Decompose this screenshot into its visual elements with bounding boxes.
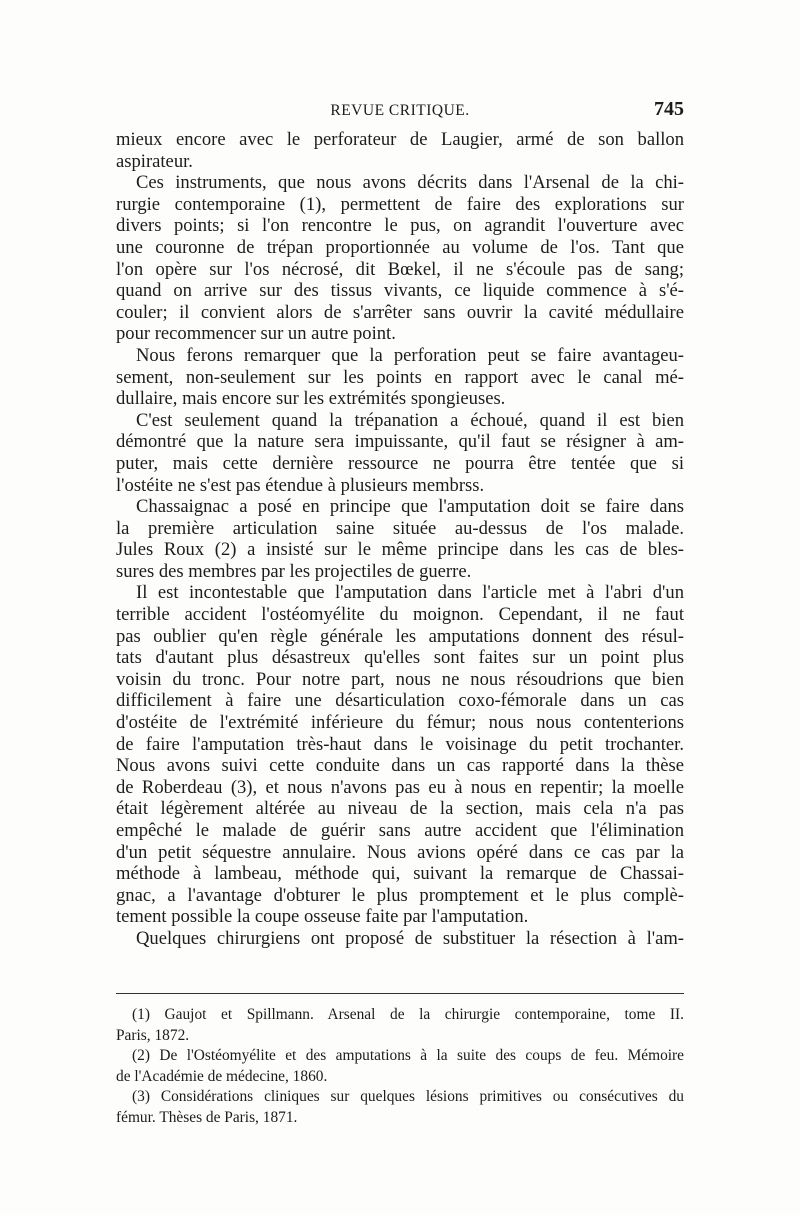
page-header <box>116 98 684 124</box>
text-line: démontré que la nature sera impuissante, qu'il faut se résigner à am- <box>116 431 684 453</box>
text-line: Chassaignac a posé en principe que l'amputation doit se faire dans <box>136 496 684 518</box>
text-line: divers points; si l'on rencontre le pus, on agrandit l'ouverture avec <box>116 215 684 237</box>
text-line: Il est incontestable que l'amputation dans l'article met à l'abri d'un <box>136 582 684 604</box>
text-line: était légèrement altérée au niveau de la section, mais cela n'a pas <box>116 798 684 820</box>
text-line: couler; il convient alors de s'arrêter sans ouvrir la cavité médullaire <box>116 301 684 323</box>
text-line: de Roberdeau (3), et nous n'avons pas eu à nous en repentir; la moelle <box>116 776 684 798</box>
text-line: tats d'autant plus désastreux qu'elles sont faites sur un point plus <box>116 647 684 669</box>
text-line: quand on arrive sur des tissus vivants, ce liquide commence à s'é- <box>116 280 684 302</box>
footnotes <box>116 1005 684 1128</box>
text-line: terrible accident l'ostéomyélite du moignon. Cependant, il ne faut <box>116 604 684 626</box>
text-line: d'ostéite de l'extrémité inférieure du fémur; nous nous contenterions <box>116 712 684 734</box>
footnote-line: Paris, 1872. <box>116 1026 190 1044</box>
text-line: Nous avons suivi cette conduite dans un cas rapporté dans la thèse <box>116 755 684 777</box>
text-line: rurgie contemporaine (1), permettent de faire des explorations sur <box>116 193 684 215</box>
text-line: Jules Roux (2) a insisté sur le même principe dans les cas de bles- <box>116 539 684 561</box>
text-line: difficilement à faire une désarticulation coxo-fémorale dans un cas <box>116 690 684 712</box>
text-line: pas oublier qu'en règle générale les amputations donnent des résul- <box>116 625 684 647</box>
text-line: voisin du tronc. Pour notre part, nous ne nous résoudrions que bien <box>116 668 684 690</box>
footnote-line: (3) Considérations cliniques sur quelques lésions primitives ou consécutives du <box>132 1088 684 1105</box>
text-line: de faire l'amputation très-haut dans le voisinage du petit trochanter. <box>116 733 684 755</box>
text-line: Ces instruments, que nous avons décrits dans l'Arsenal de la chi- <box>136 172 684 194</box>
text-line: l'on opère sur l'os nécrosé, dit Bœkel, il ne s'écoule pas de sang; <box>116 258 684 280</box>
running-head: REVUE CRITIQUE. <box>330 102 470 119</box>
text-line: la première articulation saine située au-dessus de l'os malade. <box>116 517 684 539</box>
text-line: sures des membres par les projectiles de guerre. <box>116 560 472 582</box>
page-number: 745 <box>654 98 684 120</box>
text-line: Quelques chirurgiens ont proposé de substituer la résection à l'am- <box>136 927 684 949</box>
body-text <box>116 129 684 950</box>
text-line: l'ostéite ne s'est pas étendue à plusieurs membrss. <box>116 474 485 496</box>
text-line: C'est seulement quand la trépanation a échoué, quand il est bien <box>136 409 684 431</box>
footnote-line: de l'Académie de médecine, 1860. <box>116 1067 328 1085</box>
footnote-divider <box>116 993 684 994</box>
footnote-line: (2) De l'Ostéomyélite et des amputations à la suite des coups de feu. Mémoire <box>132 1047 684 1064</box>
text-line: puter, mais cette dernière ressource ne pourra être tentée que si <box>116 452 684 474</box>
text-line: tement possible la coupe osseuse faite par l'amputation. <box>116 906 529 928</box>
text-line: Nous ferons remarquer que la perforation peut se faire avantageu- <box>136 344 684 366</box>
text-line: méthode à lambeau, méthode qui, suivant la remarque de Chassai- <box>116 863 684 885</box>
text-line: mieux encore avec le perforateur de Laugier, armé de son ballon <box>116 129 684 150</box>
text-line: dullaire, mais encore sur les extrémités spongieuses. <box>116 388 506 410</box>
footnote-line: (1) Gaujot et Spillmann. Arsenal de la chirurgie contemporaine, tome II. <box>132 1006 684 1023</box>
text-line: sement, non-seulement sur les points en rapport avec le canal mé- <box>116 366 684 388</box>
text-line: pour recommencer sur un autre point. <box>116 323 396 345</box>
text-line: une couronne de trépan proportionnée au volume de l'os. Tant que <box>116 236 684 258</box>
footnote-line: fémur. Thèses de Paris, 1871. <box>116 1108 298 1126</box>
text-line: aspirateur. <box>116 150 193 172</box>
text-line: d'un petit séquestre annulaire. Nous avions opéré dans ce cas par la <box>116 841 684 863</box>
text-line: empêché le malade de guérir sans autre accident que l'élimination <box>116 820 684 841</box>
text-line: gnac, a l'avantage d'obturer le plus promptement et le plus complè- <box>116 884 684 906</box>
